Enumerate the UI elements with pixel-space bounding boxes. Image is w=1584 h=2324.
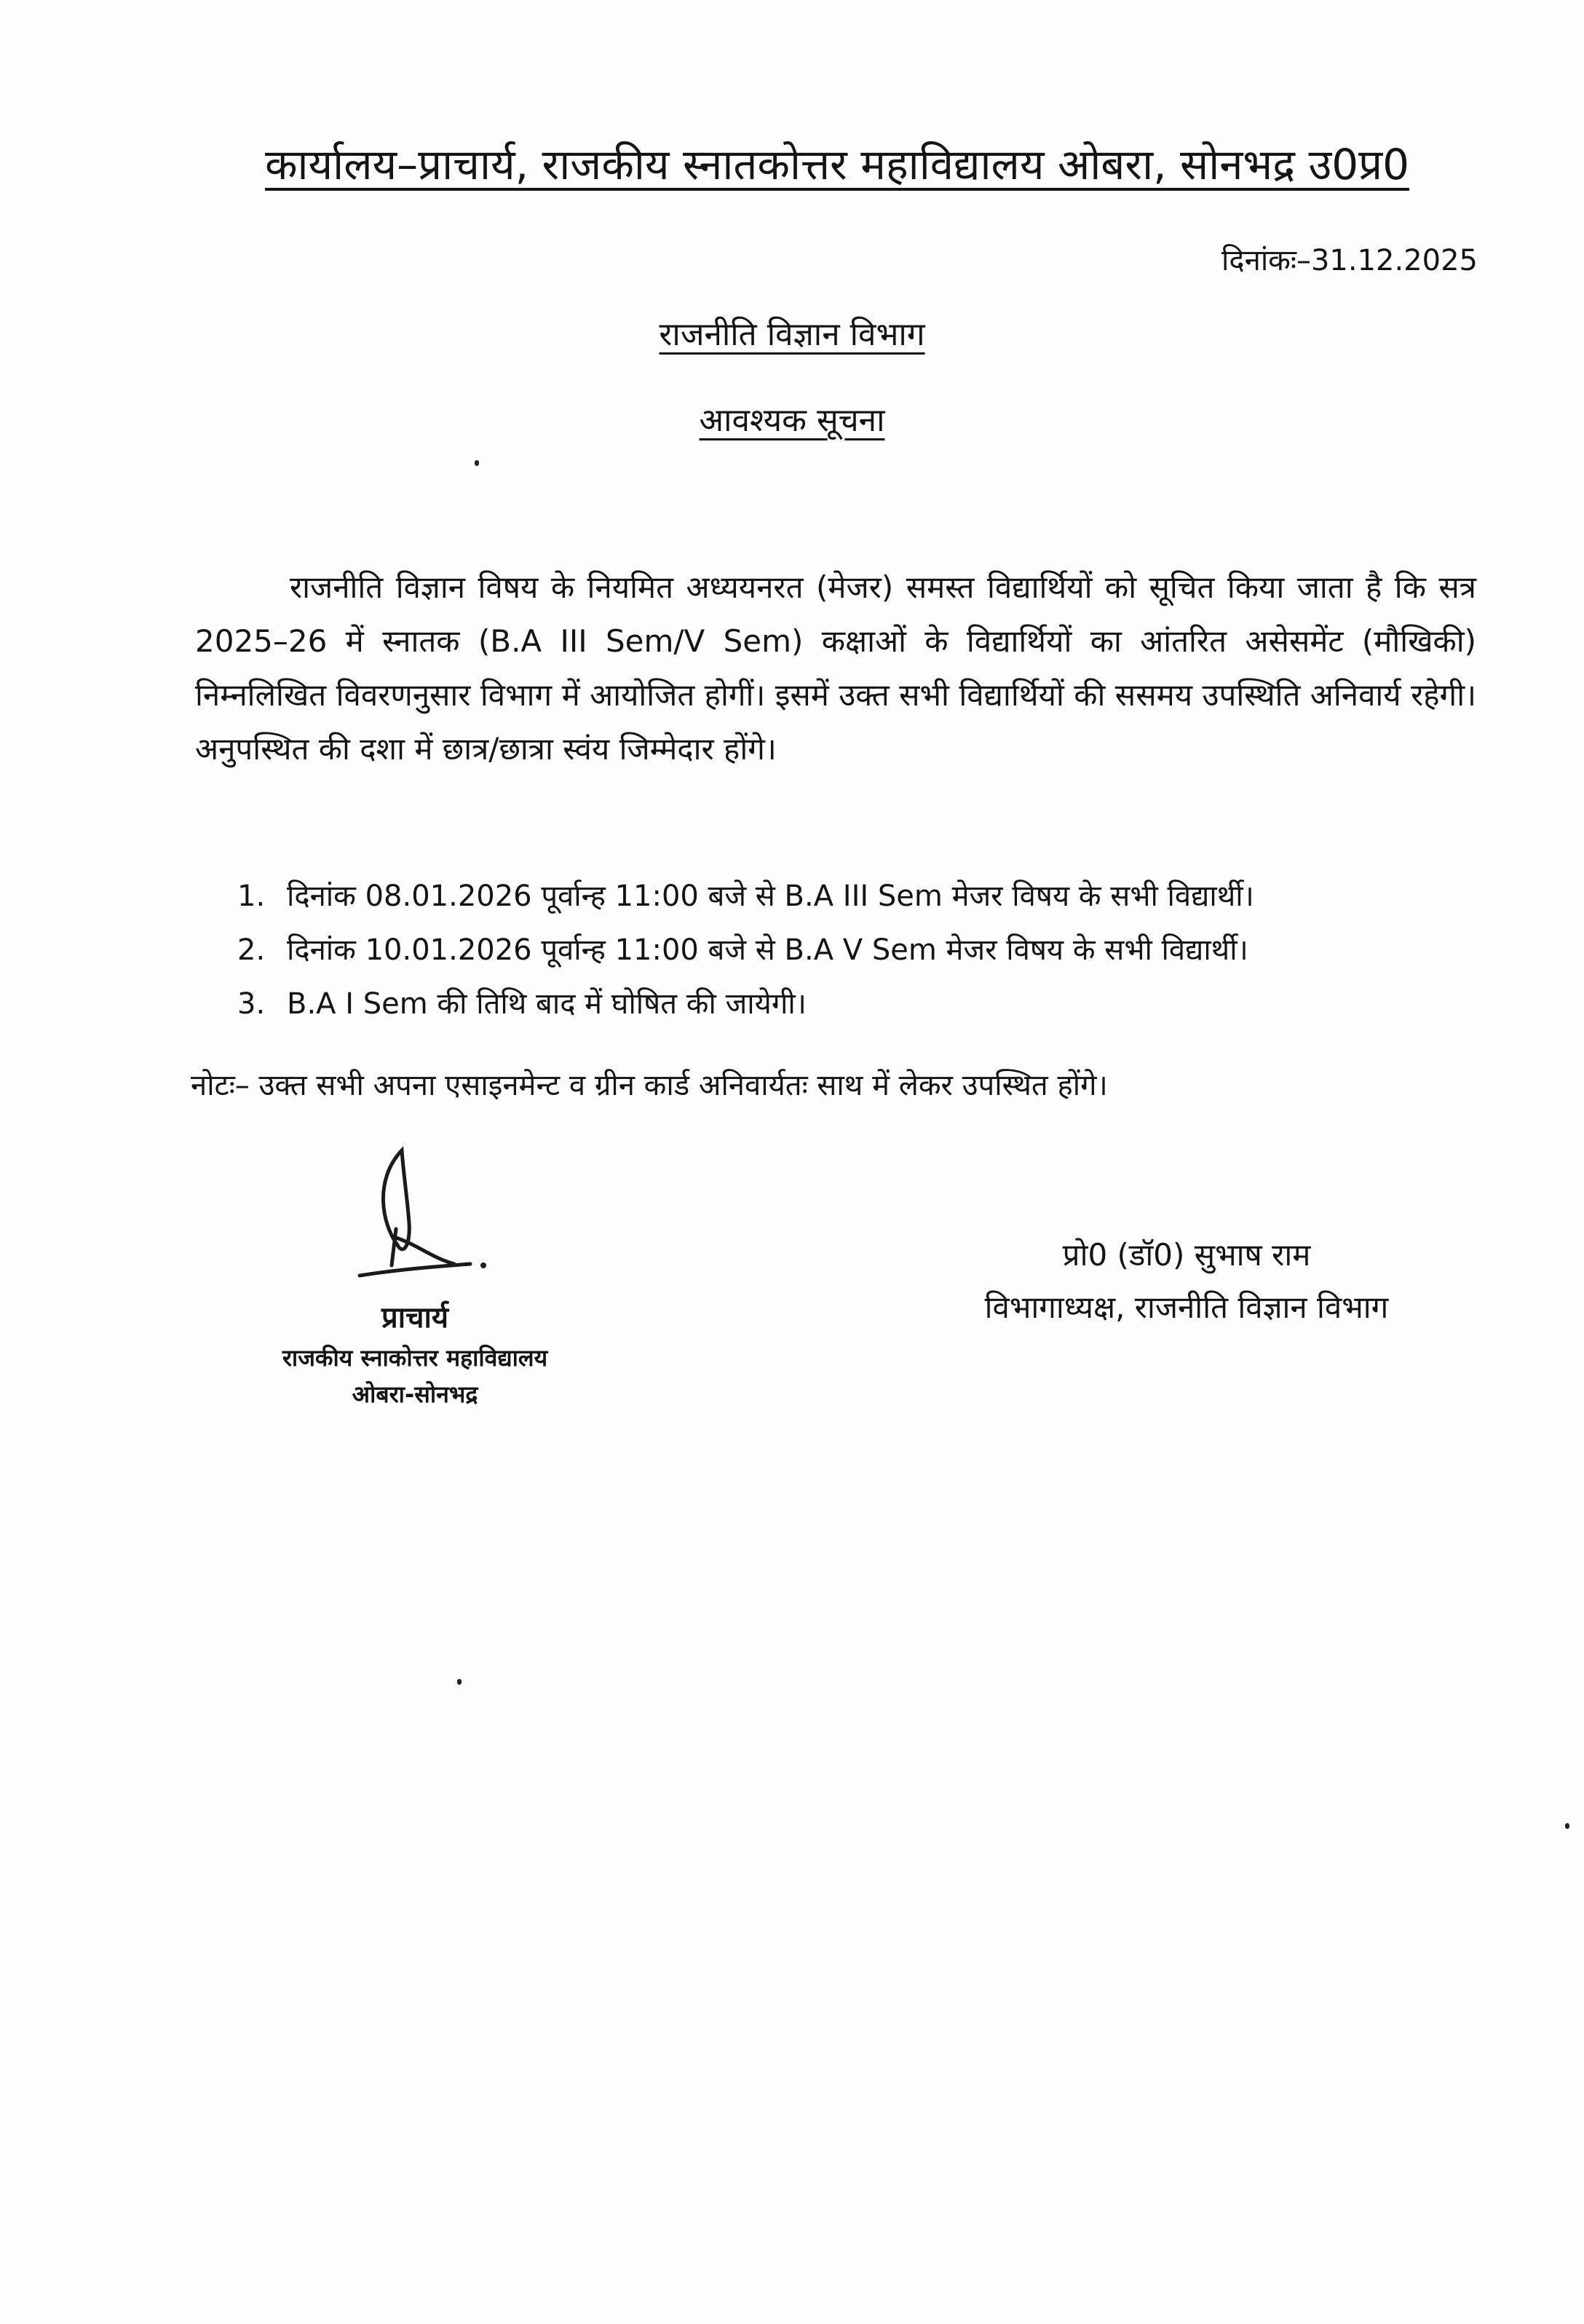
department-heading: राजनीति विज्ञान विभाग [659, 316, 925, 353]
list-item [237, 977, 1489, 1031]
list-item-text: B.A I Sem की तिथि बाद में घोषित की जायेगी। [287, 987, 807, 1021]
scan-speck [475, 460, 479, 466]
note-text: नोटः– उक्त सभी अपना एसाइनमेन्ट व ग्रीन कार्ड अनिवार्यतः साथ में लेकर उपस्थित होंगे। [191, 1069, 1108, 1102]
list-item [237, 923, 1489, 977]
list-item-number: 3. [237, 987, 266, 1021]
notice-body: राजनीति विज्ञान विषय के नियमित अध्ययनरत (मेजर) समस्त विद्यार्थियों को सूचित किया जाता है कि सत्र 2025–26 में स्नातक (B.A III Sem/V Sem) कक्षाओं के विद्यार्थियों का आंतरित असेसमेंट (मौखिकी) निम्नलिखित विवरणनुसार विभाग में आयोजित होगीं। इसमें उक्त सभी विद्यार्थियों की ससमय उपस्थिति अनिवार्य रहेगी। अनुपस्थित की दशा में छात्र/छात्रा स्वंय जिम्मेदार होंगे। [195, 569, 1476, 767]
notice-date: दिनांकः–31.12.2025 [1221, 244, 1478, 277]
scan-speck [1565, 1823, 1569, 1829]
list-item [237, 869, 1489, 923]
schedule-list [237, 869, 1489, 1031]
list-item-text: दिनांक 10.01.2026 पूर्वान्ह 11:00 बजे से B.A V Sem मेजर विषय के सभी विद्यार्थी। [287, 933, 1248, 967]
college-location: ओबरा-सोनभद्र [352, 1380, 478, 1408]
scan-speck [457, 1679, 462, 1685]
principal-title: प्राचार्य [381, 1301, 449, 1335]
principal-block [240, 1296, 590, 1412]
list-item-number: 2. [237, 933, 266, 967]
office-header: कार्यालय–प्राचार्य, राजकीय स्नातकोत्तर महाविद्यालय ओबरा, सोनभद्र उ0प्र0 [264, 140, 1410, 189]
notice-title: आवश्यक सूचना [699, 402, 885, 439]
list-item-text: दिनांक 08.01.2026 पूर्वान्ह 11:00 बजे से B.A III Sem मेजर विषय के सभी विद्यार्थी। [287, 880, 1254, 913]
hod-designation: विभागाध्यक्ष, राजनीति विज्ञान विभाग [984, 1289, 1389, 1325]
list-item-number: 1. [237, 880, 266, 913]
college-name: राजकीय स्नाकोत्तर महाविद्यालय [282, 1344, 548, 1372]
principal-signature [345, 1136, 491, 1281]
hod-name: प्रो0 (डॉ0) सुभाष राम [1062, 1237, 1311, 1273]
hod-block [924, 1229, 1449, 1334]
